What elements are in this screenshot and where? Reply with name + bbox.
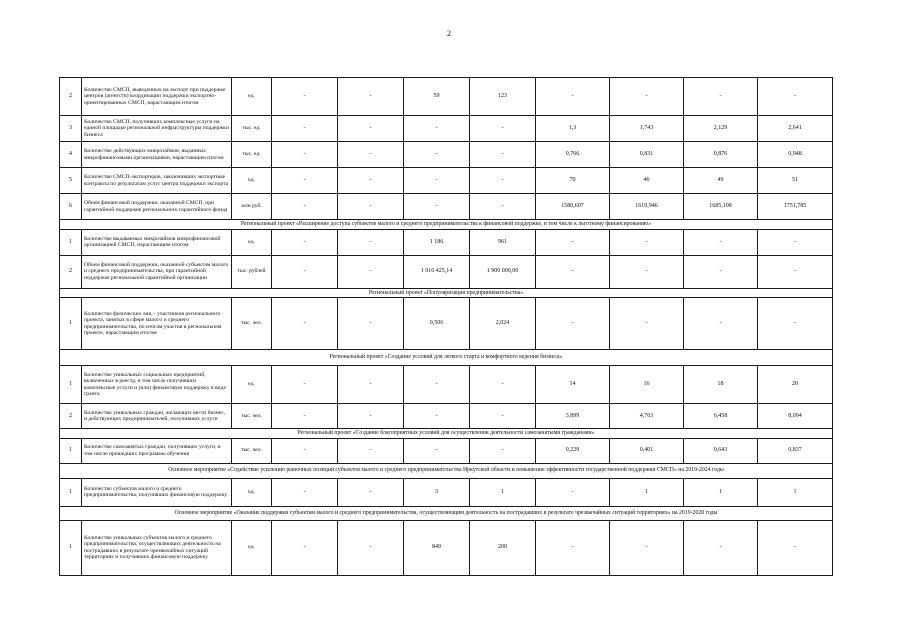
row-number-cell: 1: [60, 438, 82, 463]
unit-cell: тыс. чел.: [232, 298, 272, 350]
value-cell: -: [610, 520, 684, 575]
value-cell: 1 916 425,14: [404, 255, 470, 288]
indicator-name-cell: Количество СМСП, получивших комплексные услуги на единой площадке региональной инфраструктуры поддержки бизнеса: [82, 116, 232, 142]
value-cell: -: [404, 194, 470, 220]
row-number-cell: 2: [60, 404, 82, 429]
page-number: 2: [447, 29, 451, 38]
indicator-name-cell: Объем финансовой поддержки, оказанной СМСП, при гарантийной поддержке регионального гарантийного фонда: [82, 194, 232, 220]
value-cell: -: [758, 255, 833, 288]
table-row: [60, 168, 833, 194]
value-cell: -: [470, 438, 536, 463]
value-cell: -: [610, 255, 684, 288]
value-cell: -: [272, 520, 338, 575]
value-cell: -: [338, 298, 404, 350]
table-row: [60, 520, 833, 575]
value-cell: -: [272, 194, 338, 220]
value-cell: -: [470, 142, 536, 168]
row-number-cell: 1: [60, 366, 82, 404]
indicator-name-cell: Количество физических лиц – участников регионального проекта, занятых в сфере малого и среднего предпринимательства, по итогам участия в региональном проекте, нарастающим итогом: [82, 298, 232, 350]
row-number-cell: 2: [60, 255, 82, 288]
section-title: Региональный проект «Расширение доступа субъектов малого и среднего предпринимательства к финансовой поддержке, в том числе к льготному финансированию»: [60, 220, 833, 230]
value-cell: -: [338, 255, 404, 288]
table-row: [60, 116, 833, 142]
indicator-name-cell: Количество уникальных субъектов малого и среднего предпринимательства, осуществляющих деятельность на пострадавших в результате чрезвычайных ситуаций территориях и получивших финансовую поддержку: [82, 520, 232, 575]
row-number-cell: 4: [60, 142, 82, 168]
section-title: Региональный проект «Создание благоприятных условий для осуществления деятельности самозанятыми гражданами»: [60, 429, 833, 439]
value-cell: -: [610, 298, 684, 350]
value-cell: -: [404, 366, 470, 404]
indicator-name-cell: Количество выдаваемых микрозаймов микрофинансовой организацией СМСП, нарастающим итогом: [82, 229, 232, 255]
unit-cell: ед.: [232, 78, 272, 116]
value-cell: -: [536, 255, 610, 288]
row-number-cell: 5: [60, 168, 82, 194]
value-cell: -: [684, 298, 758, 350]
row-number-cell: 1: [60, 478, 82, 506]
value-cell: 0,401: [610, 438, 684, 463]
value-cell: -: [338, 478, 404, 506]
unit-cell: тыс. чел.: [232, 404, 272, 429]
value-cell: -: [536, 298, 610, 350]
value-cell: 59: [404, 78, 470, 116]
table-row: [60, 478, 833, 506]
value-cell: 1: [684, 478, 758, 506]
section-header-row: [60, 350, 833, 366]
table-row: [60, 366, 833, 404]
value-cell: -: [610, 229, 684, 255]
value-cell: -: [536, 520, 610, 575]
value-cell: -: [536, 78, 610, 116]
value-cell: -: [338, 366, 404, 404]
row-number-cell: 1: [60, 229, 82, 255]
unit-cell: ед.: [232, 229, 272, 255]
value-cell: -: [272, 142, 338, 168]
value-cell: -: [272, 255, 338, 288]
indicator-name-cell: Количество уникальных граждан, желающих вести бизнес, и действующих предпринимателей, получивших услуги: [82, 404, 232, 429]
value-cell: -: [272, 116, 338, 142]
table-row: [60, 404, 833, 429]
section-header-row: [60, 463, 833, 478]
value-cell: 18: [684, 366, 758, 404]
value-cell: -: [404, 142, 470, 168]
table-row: [60, 78, 833, 116]
value-cell: 0,948: [758, 142, 833, 168]
value-cell: 1619,946: [610, 194, 684, 220]
value-cell: -: [272, 78, 338, 116]
value-cell: -: [272, 298, 338, 350]
value-cell: -: [758, 298, 833, 350]
value-cell: -: [758, 520, 833, 575]
section-title: Основное мероприятие «Оказание поддержки субъектам малого и среднего предпринимательства, осуществляющим деятельность на пострадавших в результате чрезвычайных ситуаций территориях» на 2019-2020 годы: [60, 506, 833, 520]
unit-cell: тыс. ед.: [232, 142, 272, 168]
table-row: [60, 255, 833, 288]
value-cell: -: [536, 229, 610, 255]
value-cell: -: [404, 168, 470, 194]
indicator-name-cell: Количество уникальных социальных предприятий, включенных в реестр, в том числе получивших комплексные услуги и (или) финансовую поддержку в виде гранта: [82, 366, 232, 404]
value-cell: -: [272, 366, 338, 404]
value-cell: -: [470, 404, 536, 429]
value-cell: 1: [470, 478, 536, 506]
table-row: [60, 194, 833, 220]
value-cell: 6,458: [684, 404, 758, 429]
value-cell: -: [338, 229, 404, 255]
value-cell: -: [758, 229, 833, 255]
section-title: Основное мероприятие «Содействие усилению рыночных позиций субъектов малого и среднего предпринимательства Иркутской области и повышение эффективности государственной поддержки СМСП» на 2019-2024 годы: [60, 463, 833, 478]
section-title: Региональный проект «Популяризация предпринимательства»: [60, 288, 833, 298]
value-cell: 1580,607: [536, 194, 610, 220]
value-cell: -: [684, 229, 758, 255]
section-header-row: [60, 288, 833, 298]
value-cell: 1: [758, 478, 833, 506]
value-cell: 16: [610, 366, 684, 404]
section-header-row: [60, 220, 833, 230]
section-header-row: [60, 506, 833, 520]
value-cell: -: [684, 255, 758, 288]
value-cell: -: [272, 168, 338, 194]
value-cell: -: [338, 404, 404, 429]
value-cell: 46: [610, 168, 684, 194]
value-cell: 3: [404, 478, 470, 506]
indicator-name-cell: Количество СМСП, выведенных на экспорт при поддержке центров (агентств) координации поддержки экспортно-ориентированных СМСП, нарастающим итогом: [82, 78, 232, 116]
value-cell: 1,3: [536, 116, 610, 142]
value-cell: -: [338, 194, 404, 220]
value-cell: -: [338, 116, 404, 142]
value-cell: 1 900 000,00: [470, 255, 536, 288]
value-cell: 70: [536, 168, 610, 194]
indicators-table: [59, 77, 833, 576]
value-cell: 51: [758, 168, 833, 194]
value-cell: -: [758, 78, 833, 116]
value-cell: -: [684, 78, 758, 116]
value-cell: 49: [684, 168, 758, 194]
value-cell: -: [338, 520, 404, 575]
value-cell: -: [404, 404, 470, 429]
value-cell: -: [272, 478, 338, 506]
unit-cell: ед.: [232, 168, 272, 194]
unit-cell: тыс. рублей: [232, 255, 272, 288]
row-number-cell: 1: [60, 520, 82, 575]
table-row: [60, 142, 833, 168]
value-cell: 1: [610, 478, 684, 506]
value-cell: -: [470, 116, 536, 142]
value-cell: -: [338, 168, 404, 194]
unit-cell: ед.: [232, 478, 272, 506]
value-cell: 2,641: [758, 116, 833, 142]
unit-cell: ед.: [232, 520, 272, 575]
value-cell: 1 186: [404, 229, 470, 255]
value-cell: 8,094: [758, 404, 833, 429]
value-cell: -: [272, 404, 338, 429]
indicator-name-cell: Количество самозанятых граждан, получивших услуги, в том числе прошедших программы обучения: [82, 438, 232, 463]
table-body: [60, 78, 833, 576]
value-cell: -: [338, 78, 404, 116]
indicator-name-cell: Количество субъектов малого и среднего предпринимательства, получивших финансовую поддержку: [82, 478, 232, 506]
value-cell: -: [470, 366, 536, 404]
unit-cell: млн руб.: [232, 194, 272, 220]
value-cell: 20: [758, 366, 833, 404]
unit-cell: тыс. ед.: [232, 116, 272, 142]
value-cell: 123: [470, 78, 536, 116]
unit-cell: тыс. чел.: [232, 438, 272, 463]
row-number-cell: 1: [60, 298, 82, 350]
value-cell: -: [338, 142, 404, 168]
value-cell: -: [536, 478, 610, 506]
table-row: [60, 438, 833, 463]
row-number-cell: 2: [60, 78, 82, 116]
value-cell: 0,643: [684, 438, 758, 463]
value-cell: -: [470, 168, 536, 194]
value-cell: 1,743: [610, 116, 684, 142]
indicator-name-cell: Количество действующих микрозаймов, выданных микрофинансовыми организациями, нарастающим итогом: [82, 142, 232, 168]
value-cell: 961: [470, 229, 536, 255]
row-number-cell: 3: [60, 116, 82, 142]
table-row: [60, 229, 833, 255]
row-number-cell: 6: [60, 194, 82, 220]
indicator-name-cell: Объем финансовой поддержки, оказанной субъектам малого и среднего предпринимательства, при гарантийной поддержке региональной гарантийной организации: [82, 255, 232, 288]
section-header-row: [60, 429, 833, 439]
value-cell: -: [610, 78, 684, 116]
value-cell: -: [404, 116, 470, 142]
value-cell: 3,899: [536, 404, 610, 429]
value-cell: 1685,108: [684, 194, 758, 220]
value-cell: 200: [470, 520, 536, 575]
table-row: [60, 298, 833, 350]
unit-cell: ед.: [232, 366, 272, 404]
value-cell: 0,229: [536, 438, 610, 463]
value-cell: 2,129: [684, 116, 758, 142]
value-cell: 2,024: [470, 298, 536, 350]
value-cell: 0,831: [610, 142, 684, 168]
value-cell: 0,506: [404, 298, 470, 350]
value-cell: 0,837: [758, 438, 833, 463]
value-cell: 14: [536, 366, 610, 404]
value-cell: 4,763: [610, 404, 684, 429]
value-cell: 1751,785: [758, 194, 833, 220]
value-cell: -: [272, 229, 338, 255]
value-cell: -: [404, 438, 470, 463]
indicator-name-cell: Количество СМСП-экспортеров, заключивших экспортные контракты по результатам услуг центра поддержки экспорта: [82, 168, 232, 194]
value-cell: 0,766: [536, 142, 610, 168]
value-cell: -: [338, 438, 404, 463]
section-title: Региональный проект «Создание условий для легкого старта и комфортного ведения бизнеса»: [60, 350, 833, 366]
value-cell: -: [684, 520, 758, 575]
value-cell: -: [470, 194, 536, 220]
value-cell: 0,876: [684, 142, 758, 168]
value-cell: 849: [404, 520, 470, 575]
value-cell: -: [272, 438, 338, 463]
